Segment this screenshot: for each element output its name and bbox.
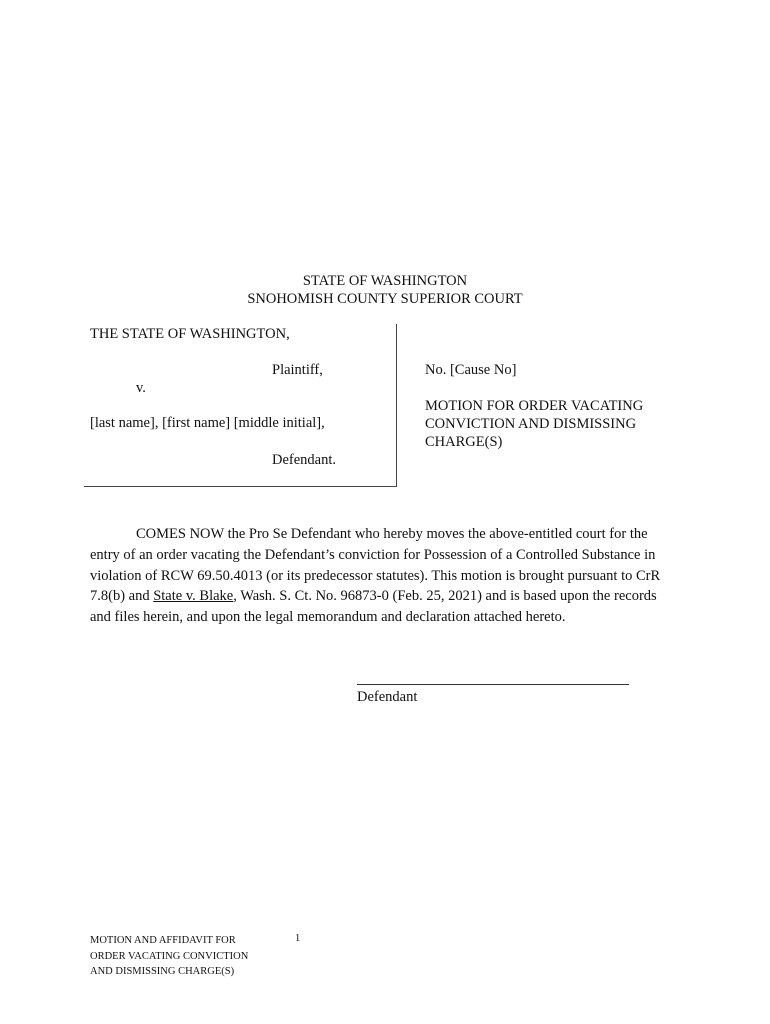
state-heading: STATE OF WASHINGTON	[302, 273, 468, 289]
motion-paragraph	[90, 524, 680, 628]
signature-line	[357, 684, 629, 685]
footer-line1: MOTION AND AFFIDAVIT FOR	[90, 935, 236, 946]
footer-line3: AND DISMISSING CHARGE(S)	[90, 966, 235, 977]
page-number: 1	[295, 933, 301, 944]
case-caption-parties	[84, 324, 397, 487]
court-name-heading: SNOHOMISH COUNTY SUPERIOR COURT	[247, 291, 523, 307]
motion-title-line1: MOTION FOR ORDER VACATING	[425, 398, 644, 414]
motion-body	[90, 524, 680, 628]
cause-number: No. [Cause No]	[425, 362, 517, 378]
defendant-name: [last name], [first name] [middle initial],	[90, 415, 325, 431]
motion-text-part2: , Wash. S. Ct. No. 96873-0 (Feb. 25, 2021) and is based upon the records and files herein, and upon the legal memorandum and declaration attached hereto.	[90, 588, 657, 626]
case-citation: State v. Blake	[153, 588, 234, 605]
plaintiff-name: THE STATE OF WASHINGTON,	[90, 326, 290, 342]
motion-text-part1: COMES NOW the Pro Se Defendant who hereby moves the above-entitled court for the entry of an order vacating the Defendant’s conviction for Possession of a Controlled Substance in violation of RCW 69.50.4013 (or its predecessor statutes). This motion is brought pursuant to CrR 7.8(b) and	[90, 526, 661, 605]
signature-label: Defendant	[357, 689, 418, 705]
plaintiff-label: Plaintiff,	[272, 362, 323, 378]
page-footer	[90, 933, 248, 980]
footer-line2: ORDER VACATING CONVICTION	[90, 950, 249, 962]
court-header	[0, 272, 770, 308]
motion-title-line2: CONVICTION AND DISMISSING	[425, 416, 637, 432]
motion-title-line3: CHARGE(S)	[425, 434, 503, 450]
defendant-label: Defendant.	[272, 452, 337, 468]
versus-label: v.	[136, 380, 146, 396]
case-caption-title	[425, 361, 643, 451]
